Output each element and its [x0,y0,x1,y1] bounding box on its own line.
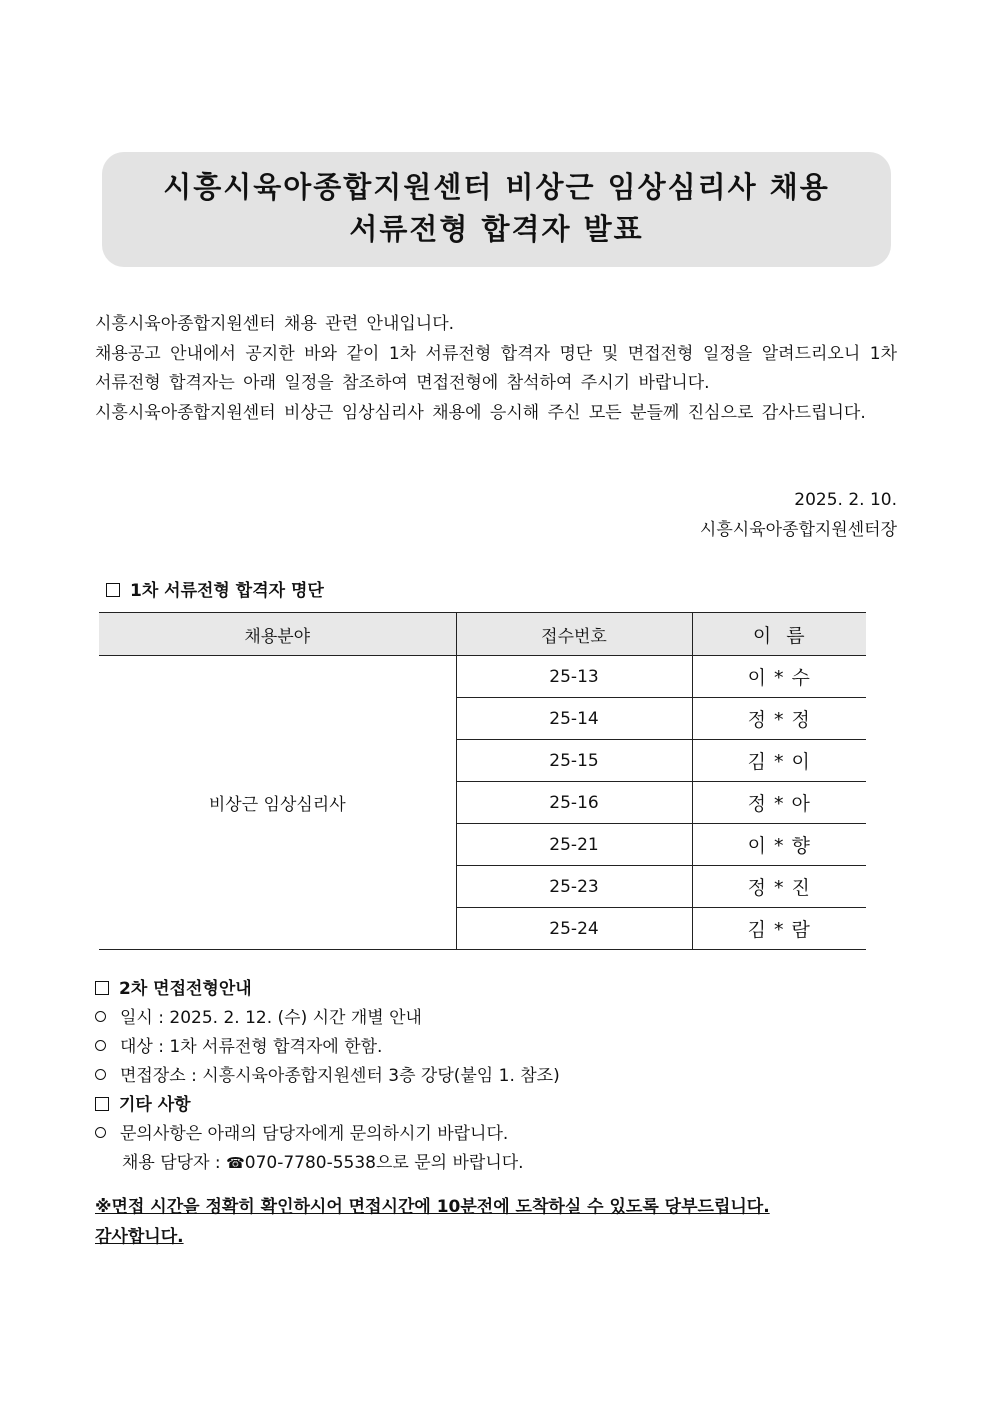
table-row [99,656,866,698]
candidate-name: 정 * 아 [692,782,866,824]
application-number: 25-21 [456,824,692,866]
candidate-name: 이 * 수 [692,656,866,698]
list-item: 대상 : 1차 서류전형 합격자에 한함. [95,1033,560,1062]
checkbox-square-icon [106,583,120,597]
section2-heading-text: 2차 면접전형안내 [119,979,252,999]
candidate-name: 김 * 람 [692,908,866,950]
issuer-name: 시흥시육아종합지원센터장 [699,519,897,540]
intro-paragraph [95,310,897,428]
circle-bullet-icon [95,1011,106,1022]
candidate-name: 이 * 향 [692,824,866,866]
circle-bullet-icon [95,1040,106,1051]
intro-line: 시흥시육아종합지원센터 비상근 임상심리사 채용에 응시해 주신 모든 분들께 진심으로 감사드립니다. [95,402,866,423]
section3-heading [95,1091,560,1120]
application-number: 25-24 [456,908,692,950]
list-item: 면접장소 : 시흥시육아종합지원센터 3층 강당(붙임 1. 참조) [95,1062,560,1091]
interview-info [95,975,560,1178]
column-header-name: 이 름 [692,613,866,656]
list-item: 문의사항은 아래의 담당자에게 문의하시기 바랍니다. [95,1120,560,1149]
notice-block [95,1193,875,1252]
signature-block [700,486,897,545]
application-number: 25-15 [456,740,692,782]
contact-line: 채용 담당자 : ☎070-7780-5538으로 문의 바랍니다. [122,1153,524,1173]
circle-bullet-icon [95,1069,106,1080]
checkbox-square-icon [95,1097,109,1111]
passed-candidates-table [99,612,866,950]
title-line-1: 시흥시육아종합지원센터 비상근 임상심리사 채용 [163,170,830,204]
section1-heading-text: 1차 서류전형 합격자 명단 [130,581,324,601]
section2-heading [95,975,560,1004]
intro-line: 시흥시육아종합지원센터 채용 관련 안내입니다. [95,314,455,334]
title-banner [102,152,891,267]
circle-bullet-icon [95,1127,106,1138]
application-number: 25-13 [456,656,692,698]
field-cell: 비상근 임상심리사 [99,656,456,950]
application-number: 25-23 [456,866,692,908]
section1-heading [106,576,324,601]
application-number: 25-16 [456,782,692,824]
candidate-name: 김 * 이 [692,740,866,782]
candidate-name: 정 * 정 [692,698,866,740]
announcement-date: 2025. 2. 10. [794,490,897,510]
list-item: 일시 : 2025. 2. 12. (수) 시간 개별 안내 [95,1004,560,1033]
intro-line: 채용공고 안내에서 공지한 바와 같이 1차 서류전형 합격자 명단 및 면접전형 일정을 알려드리오니 1차 서류전형 합격자는 아래 일정을 참조하여 면접전형에 참석하여 주시기 바랍니다. [95,343,897,393]
checkbox-square-icon [95,981,109,995]
notice-line-1: ※면접 시간을 정확히 확인하시어 면접시간에 10분전에 도착하실 수 있도록 당부드립니다. [95,1197,770,1217]
application-number: 25-14 [456,698,692,740]
table-header-row [99,613,866,656]
notice-line-2: 감사합니다. [95,1226,184,1247]
phone-icon: ☎ [226,1154,245,1172]
column-header-number: 접수번호 [456,613,692,656]
section3-heading-text: 기타 사항 [119,1095,191,1115]
candidate-name: 정 * 진 [692,866,866,908]
title-line-2: 서류전형 합격자 발표 [349,212,644,246]
column-header-field: 채용분야 [99,613,456,656]
